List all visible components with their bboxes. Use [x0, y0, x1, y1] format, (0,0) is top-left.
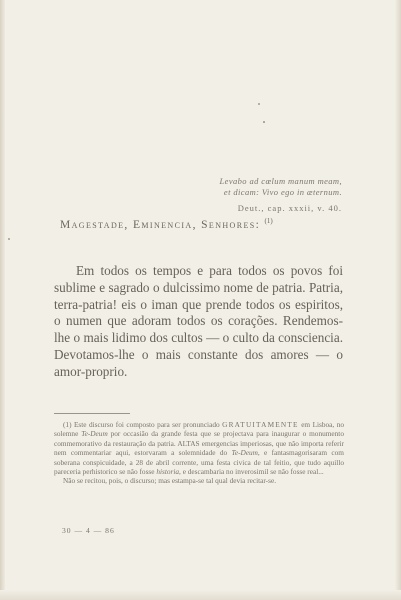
footnote-paragraph-1: [54, 420, 344, 476]
footnote-rule: [54, 413, 130, 414]
page-edge-left: [0, 0, 5, 600]
footnote-date: 30 — 4 — 86: [62, 526, 115, 535]
footnote-text: em Lisboa, no solemne: [54, 420, 345, 439]
epigraph-line-1: Levabo ad cœlum manum meam,: [219, 176, 342, 186]
footnote-italic: Te-Deum: [231, 448, 258, 458]
body-paragraph: Em todos os tempos e para todos os povos foi sublime e sagrado o dulcissimo nome de patria. Patria, terra-patria! eis o iman que prende todos os espiritos, o numen que adoram todos os corações. Rendemos-lhe o mais lidimo dos cultos — o culto da consciencia. Devotamos-lhe o mais constante dos amores — o amor-proprio.: [54, 263, 343, 379]
salutation: [60, 217, 273, 231]
footnote-italic: Te-Deum: [81, 429, 108, 439]
footnote-italic: historia: [156, 467, 180, 477]
body-text: [54, 263, 343, 381]
footnote-mark: (1): [63, 420, 72, 429]
paper-speck: [263, 121, 265, 123]
footnote-text: , e descambaria no inverosimil se não fosse real...: [179, 467, 324, 477]
epigraph-line-2: et dicam: Vivo ego in æternum.: [223, 187, 342, 197]
paper-speck: [8, 238, 10, 240]
epigraph-reference: Deut., cap. xxxii, v. 40.: [237, 203, 342, 213]
footnote: [54, 420, 344, 486]
footnote-text: , e fantasmagorisaram com soberana conspicuidade, a 28 de abril corrente, uma festa civica de tal feitio, que tudo aquillo pareceria perhistorico se não fosse: [54, 448, 344, 477]
footnote-paragraph-2: Não se recitou, pois, o discurso; mas estampa-se tal qual devia recitar-se.: [63, 476, 277, 486]
salutation-text: Magestade, Eminencia, Senhores:: [60, 218, 261, 231]
page-edge-right: [395, 0, 401, 600]
footnote-reference-mark: (1): [264, 217, 273, 225]
paper-speck: [258, 103, 260, 105]
page-edge-bottom: [0, 590, 401, 600]
footnote-text: por occasião da grande festa que se projectava para inaugurar o monumento commemorativo da restauração da patria. ALTAS emergencias imperiosas, que não importa referir nem commentariar aqui, estorvaram a solemnidade do: [54, 429, 344, 458]
footnote-text: Este discurso foi composto para ser pronunciado: [71, 420, 223, 429]
footnote-emphasis: GRATUITAMENTE: [222, 420, 299, 429]
